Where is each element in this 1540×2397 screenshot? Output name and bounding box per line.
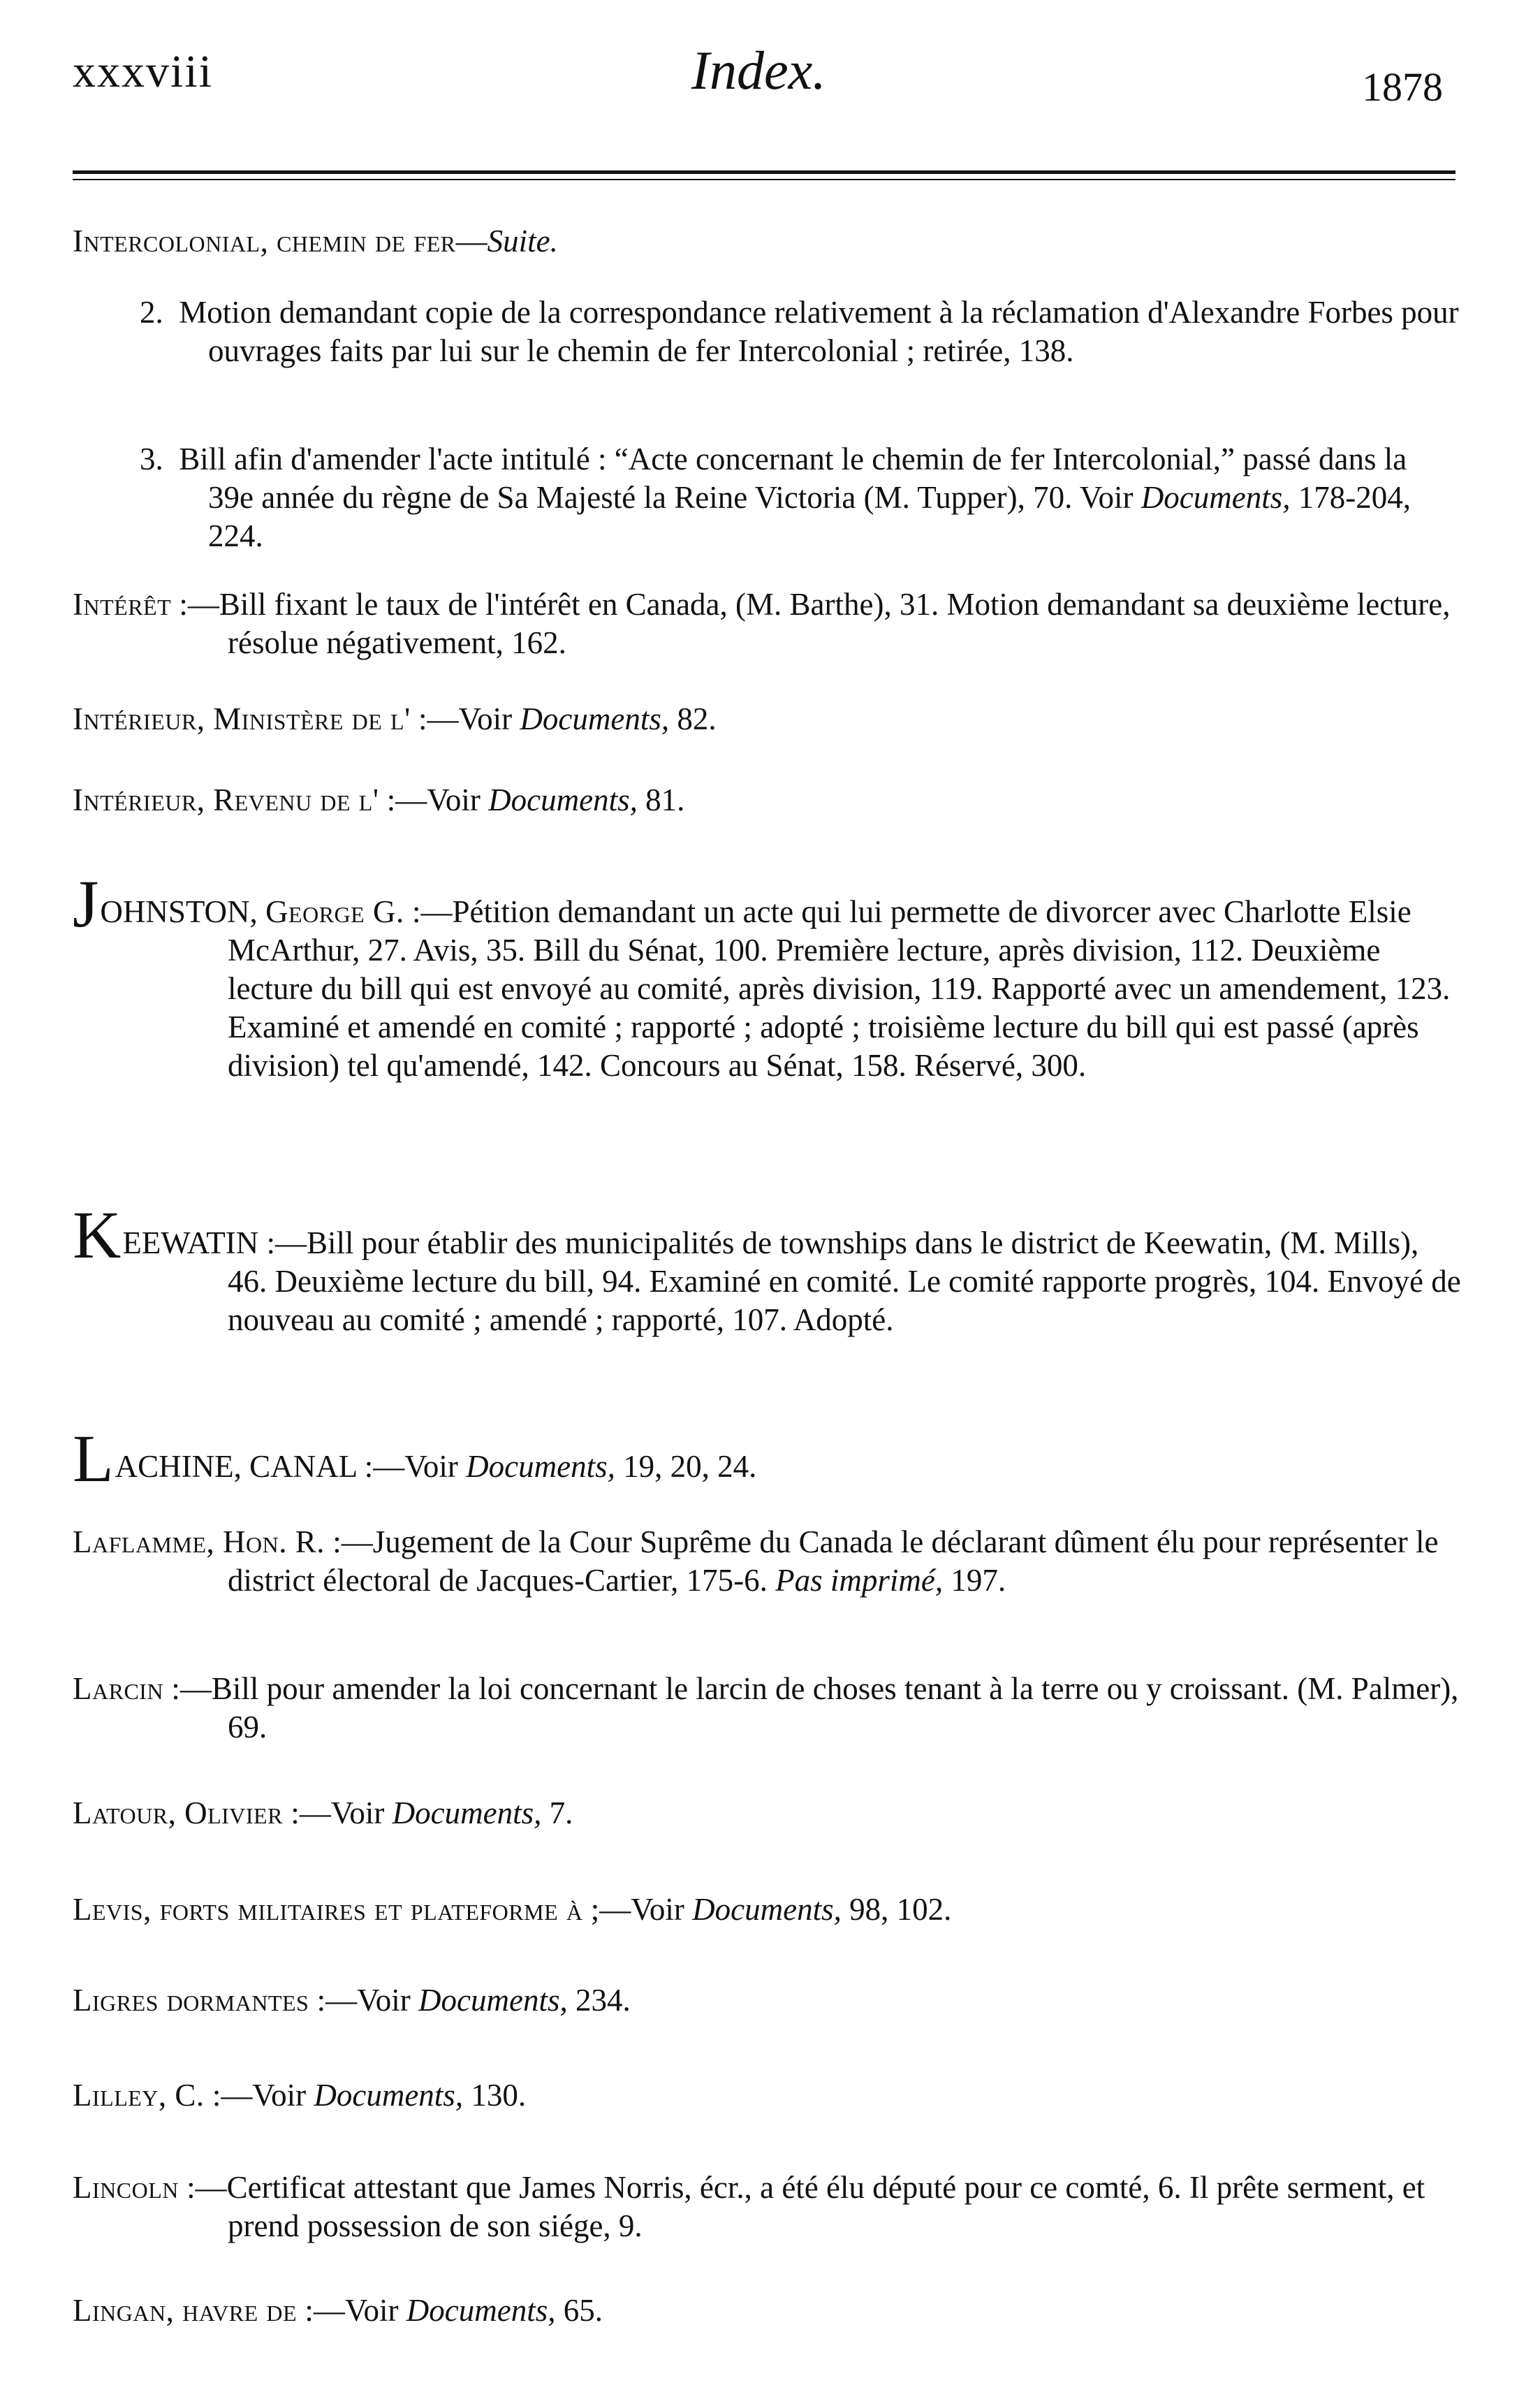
entry-text: :—Pétition demandant un acte qui lui permette de divorcer avec Charlotte Elsie McArthur, 27. Avis, 35. Bill du Sénat, 100. Première lecture, après division, 112. Deuxième lecture du bill qui est envoyé au comité, après division, 119. Rapporté avec un amendement, 123. Examiné et amendé en comité ; rapporté ; adopté ; troisième lecture du bill qui est passé (après division) tel qu'amendé, 142. Concours au Sénat, 158. Réservé, 300.	[228, 894, 1451, 1083]
documents-ref: Documents,	[466, 1449, 615, 1484]
header-rule-thin	[73, 179, 1455, 180]
entry-heading: ACHINE, CANAL	[115, 1449, 357, 1484]
entry-heading: Lilley, C.	[73, 2078, 205, 2113]
year: 1878	[1362, 64, 1443, 110]
entry-heading: Latour, Olivier	[73, 1795, 283, 1830]
entry-heading-name: George G.	[265, 894, 404, 929]
entry-text: :—Bill pour amender la loi concernant le larcin de choses tenant à la terre ou y croissant. (M. Palmer), 69.	[163, 1671, 1459, 1744]
entry-latour: Latour, Olivier :—Voir Documents, 7.	[73, 1795, 573, 1830]
entry-levis: Levis, forts militaires et plateforme à ;—Voir Documents, 98, 102.	[73, 1892, 952, 1927]
entry-heading: OHNSTON,	[100, 894, 266, 929]
page-refs: 178-204, 224.	[208, 480, 1411, 553]
entry-lincoln	[73, 2169, 1462, 2245]
documents-ref: Documents,	[418, 1983, 568, 2018]
entry-text: :—Bill fixant le taux de l'intérêt en Canada, (M. Barthe), 31. Motion demandant sa deuxième lecture, résolue négativement, 162.	[171, 587, 1451, 660]
entry-text: :—Bill pour établir des municipalités de townships dans le district de Keewatin, (M. Mills), 46. Deuxième lecture du bill, 94. Examiné en comité. Le comité rapporte progrès, 104. Envoyé de nouveau au comité ; amendé ; rapporté, 107. Adopté.	[228, 1225, 1461, 1337]
subentry-3	[140, 440, 1460, 555]
entry-interieur-ministere: Intérieur, Ministère de l' :—Voir Documents, 82.	[73, 701, 717, 736]
entry-johnston	[73, 866, 1462, 1085]
documents-ref: Documents,	[314, 2078, 464, 2113]
entry-interieur-revenu: Intérieur, Revenu de l' :—Voir Documents, 81.	[73, 782, 685, 817]
entry-lachine: LACHINE, CANAL :—Voir Documents, 19, 20, 24.	[73, 1421, 757, 1496]
drop-initial: K	[73, 1197, 122, 1272]
entry-heading: Levis, forts militaires et plateforme à	[73, 1892, 583, 1927]
entry-lilley: Lilley, C. :—Voir Documents, 130.	[73, 2078, 527, 2113]
entry-heading: Intérieur, Revenu de l'	[73, 782, 379, 817]
subentry-text: Motion demandant copie de la correspondance relativement à la réclamation d'Alexandre Forbes pour ouvrages faits par lui sur le chemin de fer Intercolonial ; retirée, 138.	[179, 295, 1459, 368]
pas-imprime-ref: Pas imprimé,	[775, 1563, 944, 1598]
documents-ref: Documents,	[392, 1795, 542, 1830]
header-rule	[73, 170, 1455, 174]
entry-heading: Ligres dormantes	[73, 1983, 309, 2018]
drop-initial: L	[73, 1421, 114, 1496]
entry-ligres: Ligres dormantes :—Voir Documents, 234.	[73, 1983, 631, 2018]
entry-keewatin	[73, 1197, 1462, 1339]
entry-heading: Lincoln	[73, 2170, 179, 2205]
entry-heading: Intercolonial, chemin de fer	[73, 224, 456, 258]
subentry-number: 3.	[140, 442, 163, 476]
entry-text: :—Certificat attestant que James Norris, écr., a été élu député pour ce comté, 6. Il prête serment, et prend possession de son siége, 9.	[178, 2170, 1425, 2243]
page-title: Index.	[691, 40, 826, 101]
entry-lingan: Lingan, havre de :—Voir Documents, 65.	[73, 2293, 603, 2328]
suite-label: Suite.	[487, 224, 558, 258]
entry-intercolonial: Intercolonial, chemin de fer—Suite.	[73, 224, 558, 258]
drop-initial: J	[73, 866, 99, 941]
page-number: xxxviii	[73, 46, 214, 97]
entry-heading: Lingan, havre de	[73, 2293, 298, 2328]
entry-heading: Intérieur, Ministère de l'	[73, 701, 411, 736]
subentry-text: Bill afin d'amender l'acte intitulé : “Acte concernant le chemin de fer Intercolonial,” passé dans la 39e année du règne de Sa Majesté la Reine Victoria (M. Tupper), 70. Voir	[179, 442, 1407, 515]
documents-ref: Documents,	[406, 2293, 556, 2328]
documents-ref: Documents,	[520, 701, 670, 736]
entry-heading: Laflamme, Hon. R.	[73, 1524, 325, 1559]
documents-ref: Documents,	[1141, 480, 1291, 515]
subentry-2	[140, 293, 1460, 370]
entry-heading: Larcin	[73, 1671, 164, 1706]
entry-laflamme: Laflamme, Hon. R. :—Jugement de la Cour Suprême du Canada le déclarant dûment élu pour représenter le district électoral de Jacques-Cartier, 175-6. Pas imprimé, 197.	[73, 1524, 1439, 1598]
entry-heading: Intérêt	[73, 587, 172, 622]
subentry-number: 2.	[140, 295, 163, 330]
documents-ref: Documents,	[692, 1892, 842, 1927]
entry-heading: EEWATIN	[122, 1225, 259, 1260]
entry-larcin	[73, 1670, 1462, 1747]
entry-interet	[73, 585, 1462, 662]
documents-ref: Documents,	[488, 782, 638, 817]
